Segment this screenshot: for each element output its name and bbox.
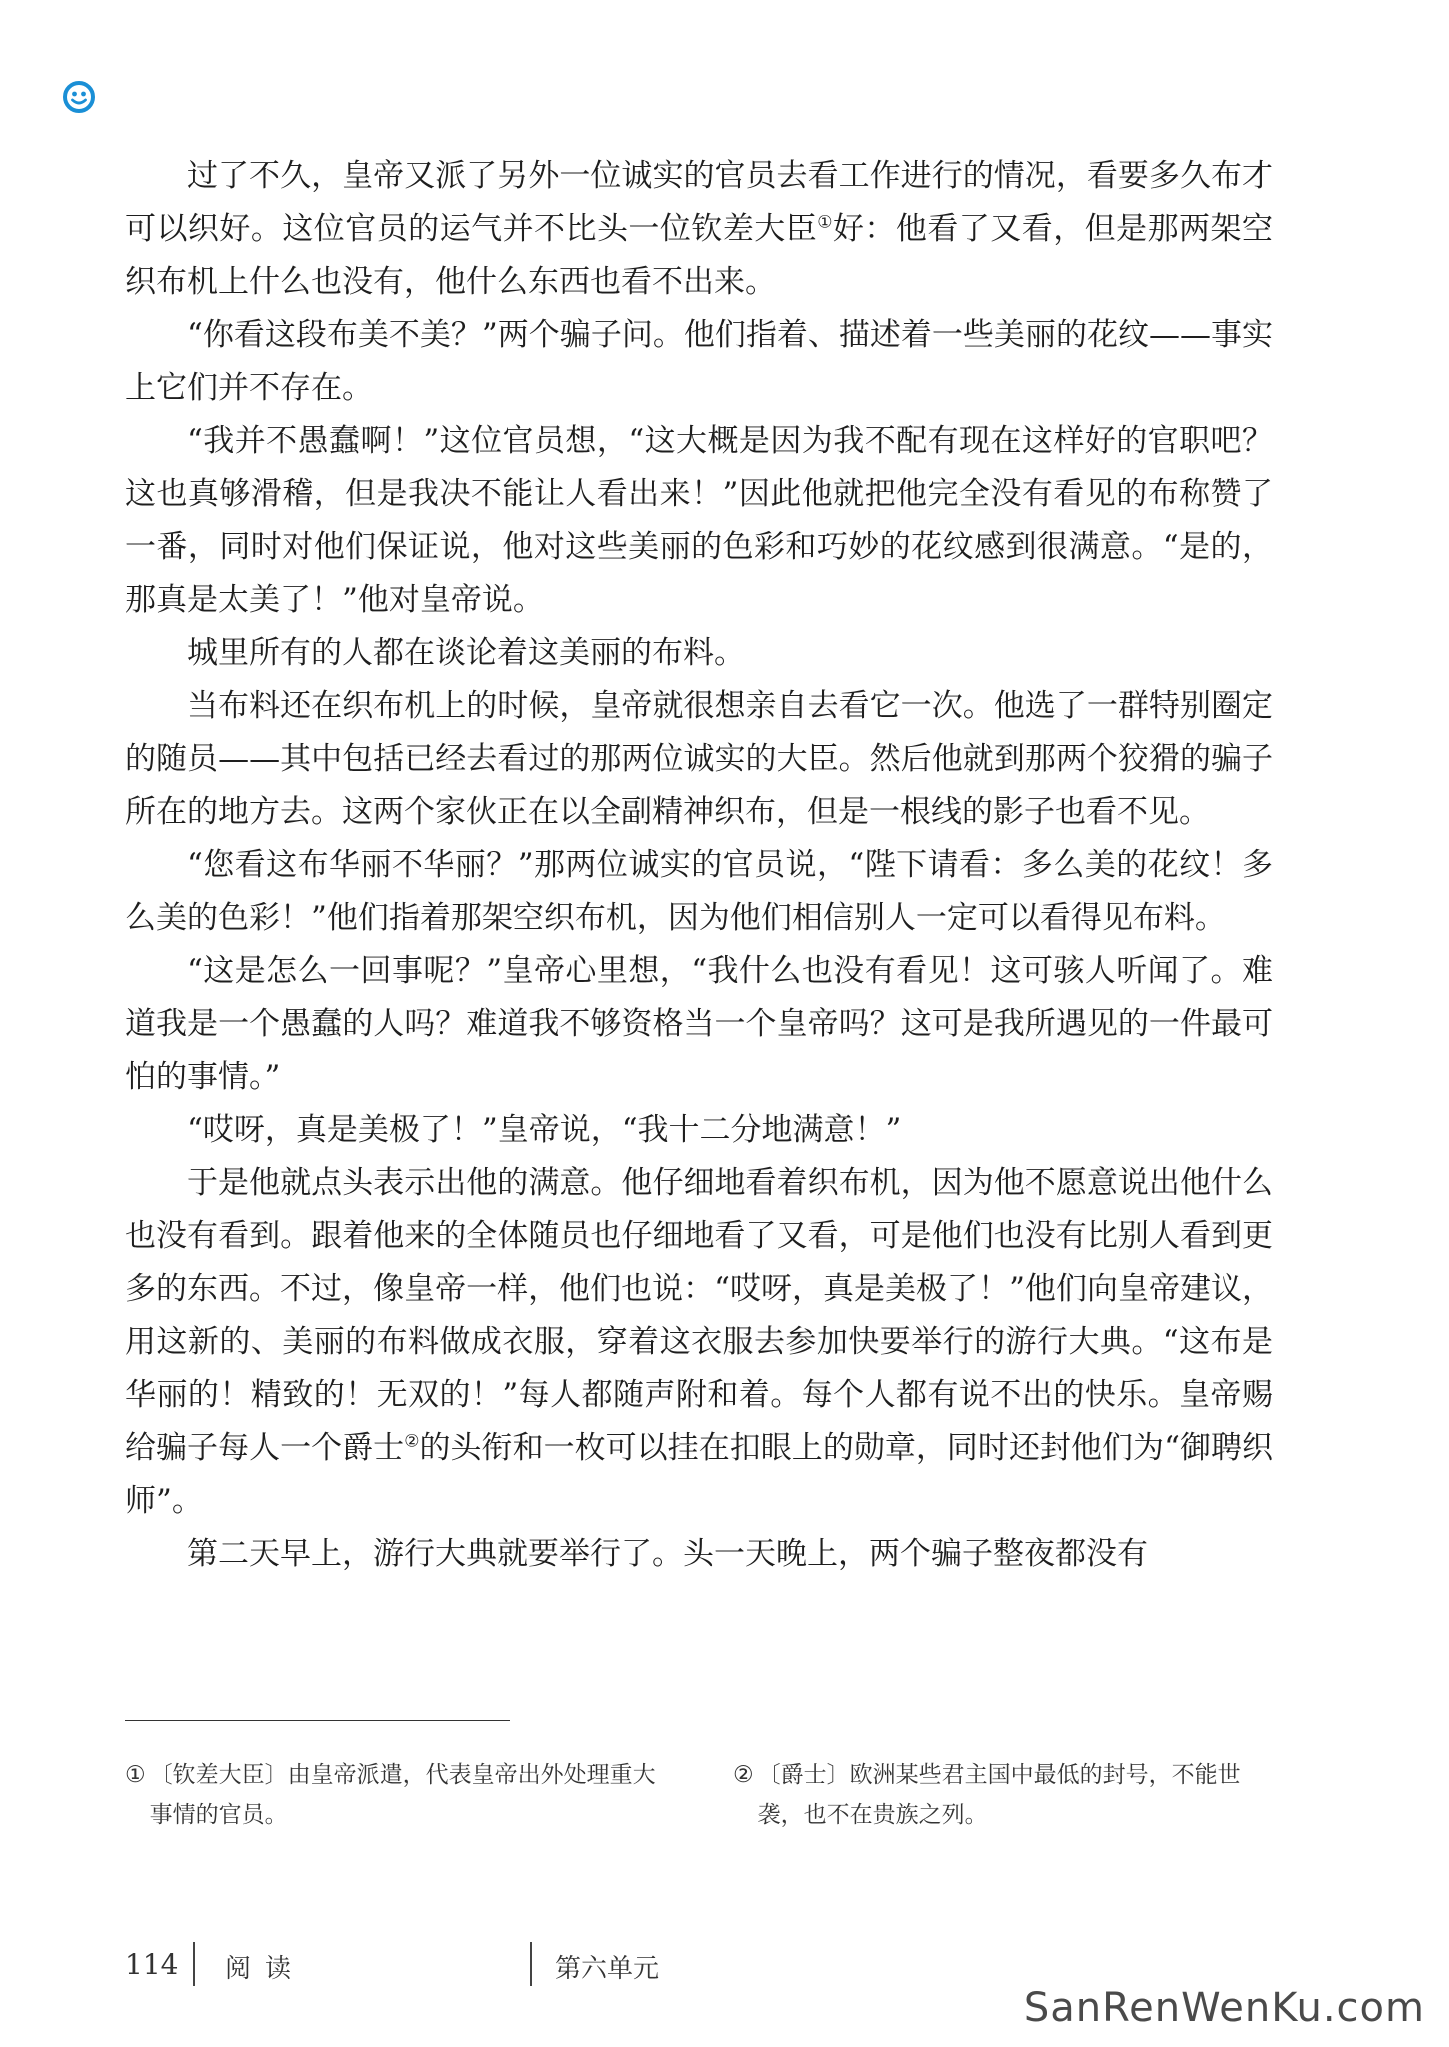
section-label: 阅读 (225, 1954, 306, 1984)
footer-divider (193, 1942, 195, 1986)
body-text (125, 150, 1273, 1581)
watermark-text: SanRenWenKu.com (1023, 1985, 1425, 2031)
paragraph: “这是怎么一回事呢？”皇帝心里想，“我什么也没有看见！这可骇人听闻了。难道我是一个愚蠢的人吗？难道我不够资格当一个皇帝吗？这可是我所遇见的一件最可怕的事情。” (125, 953, 1273, 1095)
footer-divider (530, 1942, 532, 1986)
paragraph: 于是他就点头表示出他的满意。他仔细地看着织布机，因为他不愿意说出他什么也没有看到。跟着他来的全体随员也仔细地看了又看，可是他们也没有比别人看到更多的东西。不过，像皇帝一样，他们也说：“哎呀，真是美极了！”他们向皇帝建议，用这新的、美丽的布料做成衣服，穿着这衣服去参加快要举行的游行大典。“这布是华丽的！精致的！无双的！”每人都随声附和着。每个人都有说不出的快乐。皇帝赐给骗子每人一个爵士②的头衔和一枚可以挂在扣眼上的勋章，同时还封他们为“御聘织师”。 (125, 1165, 1273, 1519)
footnote-text: 由皇帝派遣，代表皇帝出外处理重大事情的官员。 (149, 1762, 656, 1828)
footnotes (125, 1755, 1273, 1835)
footnote-divider (125, 1720, 510, 1721)
page-footer (125, 1942, 825, 1992)
paragraph: “您看这布华丽不华丽？”那两位诚实的官员说，“陛下请看：多么美的花纹！多么美的色彩！”他们指着那架空织布机，因为他们相信别人一定可以看得见布料。 (125, 847, 1273, 936)
footnote-term: 〔爵士〕 (757, 1762, 850, 1788)
paragraph: 城里所有的人都在谈论着这美丽的布料。 (187, 635, 745, 671)
paragraph: 过了不久，皇帝又派了另外一位诚实的官员去看工作进行的情况，看要多久布才可以织好。这位官员的运气并不比头一位钦差大臣①好：他看了又看，但是那两架空织布机上什么也没有，他什么东西也看不出来。 (125, 158, 1273, 300)
paragraph: “我并不愚蠢啊！”这位官员想，“这大概是因为我不配有现在这样好的官职吧？这也真够滑稽，但是我决不能让人看出来！”因此他就把他完全没有看见的布称赞了一番，同时对他们保证说，他对这些美丽的色彩和巧妙的花纹感到很满意。“是的，那真是太美了！”他对皇帝说。 (125, 423, 1273, 618)
footnote-text: 欧洲某些君主国中最低的封号，不能世袭，也不在贵族之列。 (757, 1762, 1241, 1828)
paragraph: 当布料还在织布机上的时候，皇帝就很想亲自去看它一次。他选了一群特别圈定的随员——其中包括已经去看过的那两位诚实的大臣。然后他就到那两个狡猾的骗子所在的地方去。这两个家伙正在以全副精神织布，但是一根线的影子也看不见。 (125, 688, 1273, 830)
footnote-ref: ② (404, 1431, 420, 1452)
paragraph: “哎呀，真是美极了！”皇帝说，“我十二分地满意！” (187, 1112, 902, 1148)
footnote-ref: ① (817, 212, 833, 233)
footnote-mark: ① (125, 1762, 146, 1788)
footnote-mark: ② (733, 1762, 754, 1788)
footnote (733, 1755, 1273, 1835)
paragraph: 第二天早上，游行大典就要举行了。头一天晚上，两个骗子整夜都没有 (187, 1536, 1148, 1572)
paragraph: “你看这段布美不美？”两个骗子问。他们指着、描述着一些美丽的花纹——事实上它们并不存在。 (125, 317, 1273, 406)
footnote (125, 1755, 665, 1835)
page-number: 114 (125, 1948, 179, 1981)
footnote-term: 〔钦差大臣〕 (149, 1762, 288, 1788)
smiley-face-icon (62, 80, 96, 114)
unit-label: 第六单元 (555, 1954, 660, 1984)
